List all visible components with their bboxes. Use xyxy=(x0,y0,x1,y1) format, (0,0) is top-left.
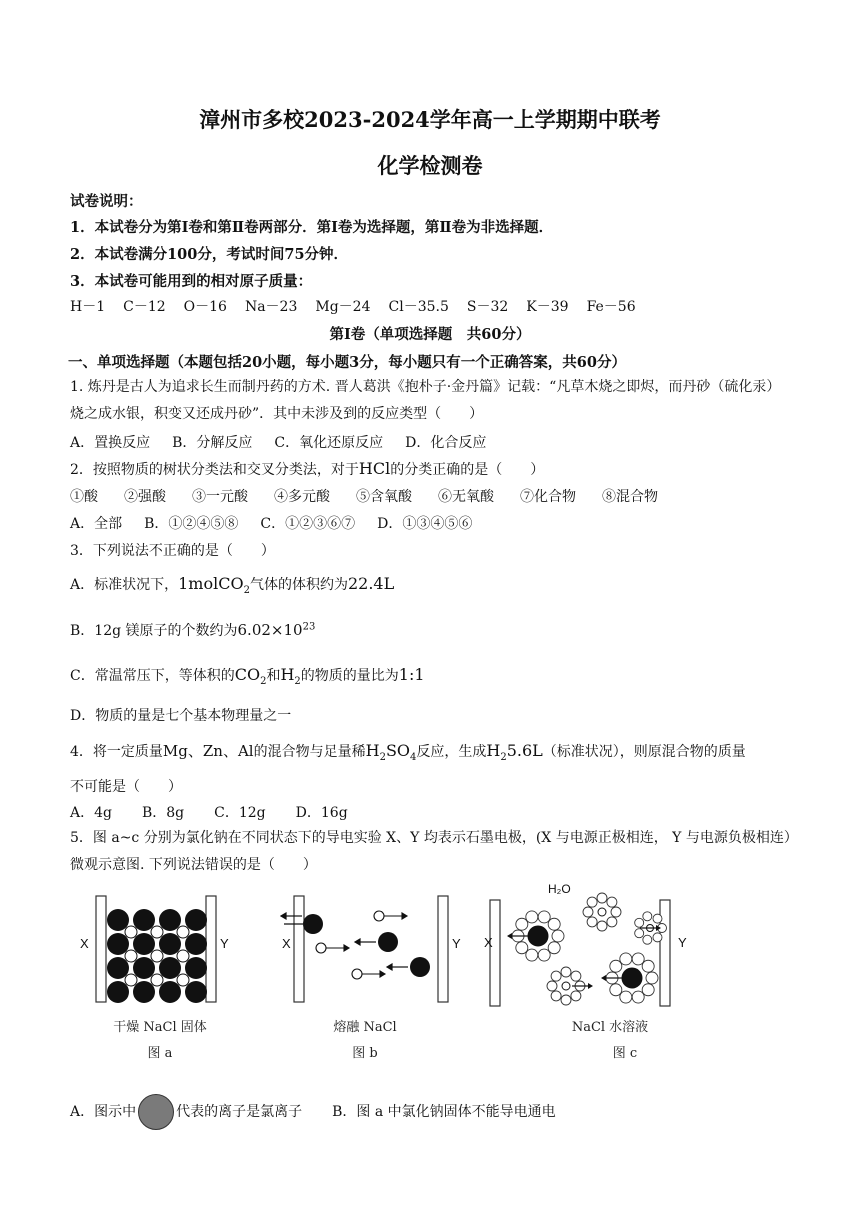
water-molecule xyxy=(642,960,654,972)
q3-a-mid: 气体的体积约为 xyxy=(249,577,348,593)
sodium-ion xyxy=(177,974,189,986)
chloride-ion xyxy=(133,957,155,979)
sodium-ion xyxy=(125,926,137,938)
chloride-ion xyxy=(159,957,181,979)
q3-option-d: D．物质的量是七个基本物理量之一 xyxy=(70,708,292,724)
figure-c-nacl-solution xyxy=(480,882,680,1012)
q4-acid2: SO xyxy=(385,741,411,760)
water-molecule xyxy=(632,991,644,1003)
figure-a-label: 图 a xyxy=(147,1046,173,1061)
water-molecule xyxy=(643,935,652,944)
figure-c-y-label: Y xyxy=(678,935,687,950)
mass-item: S－32 xyxy=(466,299,509,315)
atomic-masses xyxy=(70,296,654,316)
q3-b-val: 6.02×10 xyxy=(237,621,303,639)
figure-c-caption: NaCl 水溶液 xyxy=(571,1020,649,1035)
q4-acid: H xyxy=(365,741,380,760)
q2-option-b: B．①②④⑤⑧ xyxy=(144,516,239,532)
water-molecule xyxy=(653,933,662,942)
figure-c-water-label: H₂O xyxy=(548,882,571,896)
instruction-2: 2．本试卷满分100分，考试时间75分钟． xyxy=(70,246,349,263)
chloride-ion xyxy=(107,957,129,979)
q4-stem xyxy=(70,740,746,763)
water-molecule xyxy=(551,971,561,981)
q4-pre: 4．将一定质量 xyxy=(70,744,163,760)
chloride-ion xyxy=(185,933,207,955)
sodium-ion xyxy=(125,950,137,962)
figure-c-x-label: X xyxy=(484,935,493,950)
water-molecule xyxy=(653,914,662,923)
figure-a-caption: 干燥 NaCl 固体 xyxy=(113,1020,207,1035)
q4-stem-line2: 不可能是（ ） xyxy=(70,779,182,795)
water-molecule xyxy=(607,897,617,907)
figure-b-caption: 熔融 NaCl xyxy=(333,1020,397,1035)
q3-c-h2: H xyxy=(280,665,295,684)
water-molecule xyxy=(620,953,632,965)
chloride-ion xyxy=(133,933,155,955)
water-molecule xyxy=(587,897,597,907)
water-molecule xyxy=(646,972,658,984)
mass-item: H－1 xyxy=(70,299,106,315)
instruction-1: 1．本试卷分为第Ⅰ卷和第Ⅱ卷两部分．第Ⅰ卷为选择题，第Ⅱ卷为非选择题． xyxy=(70,219,554,236)
q5-option-b: B．图 a 中氯化钠固体不能导电通电 xyxy=(332,1104,556,1120)
q4-option-b: B．8g xyxy=(141,805,185,821)
water-molecule xyxy=(551,991,561,1001)
chloride-ion xyxy=(185,957,207,979)
figure-a-x-label: X xyxy=(80,936,89,951)
q2-option-c: C．①②③⑥⑦ xyxy=(260,516,356,532)
mass-item: Na－23 xyxy=(244,299,298,315)
figure-a-solid-nacl xyxy=(78,892,238,1007)
figure-b-x-label: X xyxy=(282,936,291,951)
chloride-ion xyxy=(528,926,548,946)
q1-option-a: A．置换反应 xyxy=(70,435,151,451)
q4-options xyxy=(70,802,370,822)
q2-stem-chem: HCl xyxy=(358,459,391,478)
q3-b-sup: 23 xyxy=(302,621,316,633)
instruction-3: 3．本试卷可能用到的相对原子质量： xyxy=(70,273,313,290)
q2-items xyxy=(70,486,684,506)
water-molecule xyxy=(587,917,597,927)
q3-b-pre: B．12g 镁原子的个数约为 xyxy=(70,623,238,639)
exam-title: 漳州市多校2023-2024学年高一上学期期中联考 xyxy=(199,107,661,132)
q1-option-c: C．氧化还原反应 xyxy=(274,435,384,451)
chloride-ion xyxy=(159,933,181,955)
q4-h2: H xyxy=(486,741,501,760)
q3-a-pre: A．标准状况下， xyxy=(70,577,179,593)
q2-stem-pre: 2．按照物质的树状分类法和交叉分类法，对于 xyxy=(70,462,359,478)
q2-item: ⑧混合物 xyxy=(602,489,658,505)
water-molecule xyxy=(635,929,644,938)
water-molecule xyxy=(607,917,617,927)
water-molecule xyxy=(597,921,607,931)
q3-option-c xyxy=(70,665,425,687)
q1-option-b: B．分解反应 xyxy=(172,435,253,451)
q3-a-val: 22.4L xyxy=(347,574,395,593)
q1-stem: 1. 炼丹是古人为追求长生而制丹药的方术. 晋人葛洪《抱朴子·金丹篇》记载：“凡草木烧之即烬，而丹砂（硫化汞）烧之成水银，积变又还成丹砂”．其中未涉及到的反应类型（ ） xyxy=(70,379,781,422)
q5-options xyxy=(70,1094,556,1130)
q1-options xyxy=(70,432,508,452)
q4-option-a: A．4g xyxy=(70,805,112,821)
chloride-ion xyxy=(133,909,155,931)
q3-c-ratio: 1:1 xyxy=(398,665,425,684)
water-molecule xyxy=(538,911,550,923)
q3-c-pre: C．常温常压下，等体积的 xyxy=(70,668,235,684)
q5-option-a-pre: A．图示中 xyxy=(70,1104,137,1120)
q3-option-b xyxy=(70,620,315,640)
water-molecule xyxy=(610,960,622,972)
water-molecule xyxy=(538,949,550,961)
figure-a-y-label: Y xyxy=(220,936,229,951)
q4-acid-sub2: 4 xyxy=(410,751,417,763)
q2-item: ④多元酸 xyxy=(274,489,330,505)
q5-option-a-post: 代表的离子是氯离子 xyxy=(176,1104,303,1120)
chloride-ion xyxy=(185,981,207,1003)
water-molecule xyxy=(632,953,644,965)
mass-item: O－16 xyxy=(183,299,227,315)
q2-option-d: D．①③④⑤⑥ xyxy=(377,516,473,532)
chloride-ion xyxy=(133,981,155,1003)
figure-c-label: 图 c xyxy=(612,1046,638,1061)
water-molecule xyxy=(583,907,593,917)
chloride-ion xyxy=(622,968,642,988)
instructions-heading: 试卷说明： xyxy=(70,193,143,210)
q4-mid: 的混合物与足量稀 xyxy=(253,744,366,760)
water-molecule xyxy=(642,984,654,996)
chloride-ion xyxy=(107,933,129,955)
exam-subtitle: 化学检测卷 xyxy=(377,153,483,178)
q2-item: ③一元酸 xyxy=(192,489,248,505)
water-molecule xyxy=(635,918,644,927)
water-molecule xyxy=(548,918,560,930)
q3-c-co2: CO xyxy=(234,665,261,684)
sodium-ion xyxy=(151,974,163,986)
mass-item: C－12 xyxy=(123,299,166,315)
mass-item: K－39 xyxy=(526,299,569,315)
mass-item: Fe－56 xyxy=(586,299,636,315)
water-molecule xyxy=(526,949,538,961)
q4-option-c: C．12g xyxy=(214,805,266,821)
figure-b-molten-nacl xyxy=(280,892,470,1007)
sodium-ion xyxy=(562,982,570,990)
q2-stem-post: 的分类正确的是（ ） xyxy=(390,462,545,478)
water-molecule xyxy=(611,907,621,917)
q2-options xyxy=(70,513,494,533)
water-molecule xyxy=(571,991,581,1001)
q3-c-post: 的物质的量比为 xyxy=(300,668,399,684)
chloride-ion xyxy=(159,981,181,1003)
q5-stem: 5．图 a~c 分别为氯化钠在不同状态下的导电实验 X、Y 均表示石墨电极，(X 与电源正极相连， Y 与电源负极相连）微观示意图. 下列说法错误的是（ ） xyxy=(70,830,791,873)
arrow-head xyxy=(601,975,606,981)
q3-a-chem: 1molCO xyxy=(178,574,244,593)
chloride-ion xyxy=(107,909,129,931)
figure-b-y-label: Y xyxy=(452,936,461,951)
q3-c-h2-sub: 2 xyxy=(294,675,301,687)
q2-item: ②强酸 xyxy=(124,489,166,505)
q1-option-d: D．化合反应 xyxy=(405,435,487,451)
q3-a-sub: 2 xyxy=(243,584,250,596)
sodium-ion xyxy=(151,950,163,962)
chloride-ion xyxy=(159,909,181,931)
q3-option-a xyxy=(70,574,394,596)
arrow-head xyxy=(507,933,512,939)
q2-item: ⑥无氧酸 xyxy=(438,489,494,505)
q3-c-co2-sub: 2 xyxy=(260,675,267,687)
sodium-ion xyxy=(151,926,163,938)
mass-item: Mg－24 xyxy=(315,299,371,315)
q4-acid-sub1: 2 xyxy=(379,751,386,763)
water-molecule xyxy=(620,991,632,1003)
water-molecule xyxy=(526,911,538,923)
water-molecule xyxy=(597,893,607,903)
arrow-head xyxy=(588,983,593,989)
chloride-ion xyxy=(107,981,129,1003)
q2-item: ⑦化合物 xyxy=(520,489,576,505)
figure-b-label: 图 b xyxy=(352,1046,378,1061)
q4-metals: Mg、Zn、Al xyxy=(162,742,254,760)
water-molecule xyxy=(516,942,528,954)
q4-h2-sub: 2 xyxy=(500,751,507,763)
q2-item: ⑤含氧酸 xyxy=(356,489,412,505)
chloride-ion xyxy=(185,909,207,931)
water-molecule xyxy=(548,942,560,954)
q2-stem xyxy=(70,459,544,479)
q4-vol: 5.6L xyxy=(506,741,543,760)
water-molecule xyxy=(561,995,571,1005)
q3-stem: 3．下列说法不正确的是（ ） xyxy=(70,543,275,559)
water-molecule xyxy=(547,981,557,991)
water-molecule xyxy=(610,984,622,996)
q4-post: （标准状况），则原混合物的质量 xyxy=(542,744,746,760)
section-heading: 一、单项选择题（本题包括20小题，每小题3分，每小题只有一个正确答案，共60分） xyxy=(68,354,626,371)
water-molecule xyxy=(561,967,571,977)
chloride-ion-icon xyxy=(138,1094,174,1130)
q4-mid2: 反应，生成 xyxy=(416,744,487,760)
q4-option-d: D．16g xyxy=(295,805,348,821)
sodium-ion xyxy=(177,950,189,962)
q3-c-and: 和 xyxy=(266,668,281,684)
water-molecule xyxy=(516,918,528,930)
q2-option-a: A．全部 xyxy=(70,516,123,532)
section-title: 第Ⅰ卷（单项选择题 共60分） xyxy=(329,326,531,343)
sodium-ion xyxy=(177,926,189,938)
mass-item: Cl－35.5 xyxy=(388,299,449,315)
sodium-ion xyxy=(125,974,137,986)
water-molecule xyxy=(571,971,581,981)
sodium-ion xyxy=(598,908,606,916)
water-molecule xyxy=(552,930,564,942)
q2-item: ①酸 xyxy=(70,489,98,505)
water-molecule xyxy=(643,912,652,921)
